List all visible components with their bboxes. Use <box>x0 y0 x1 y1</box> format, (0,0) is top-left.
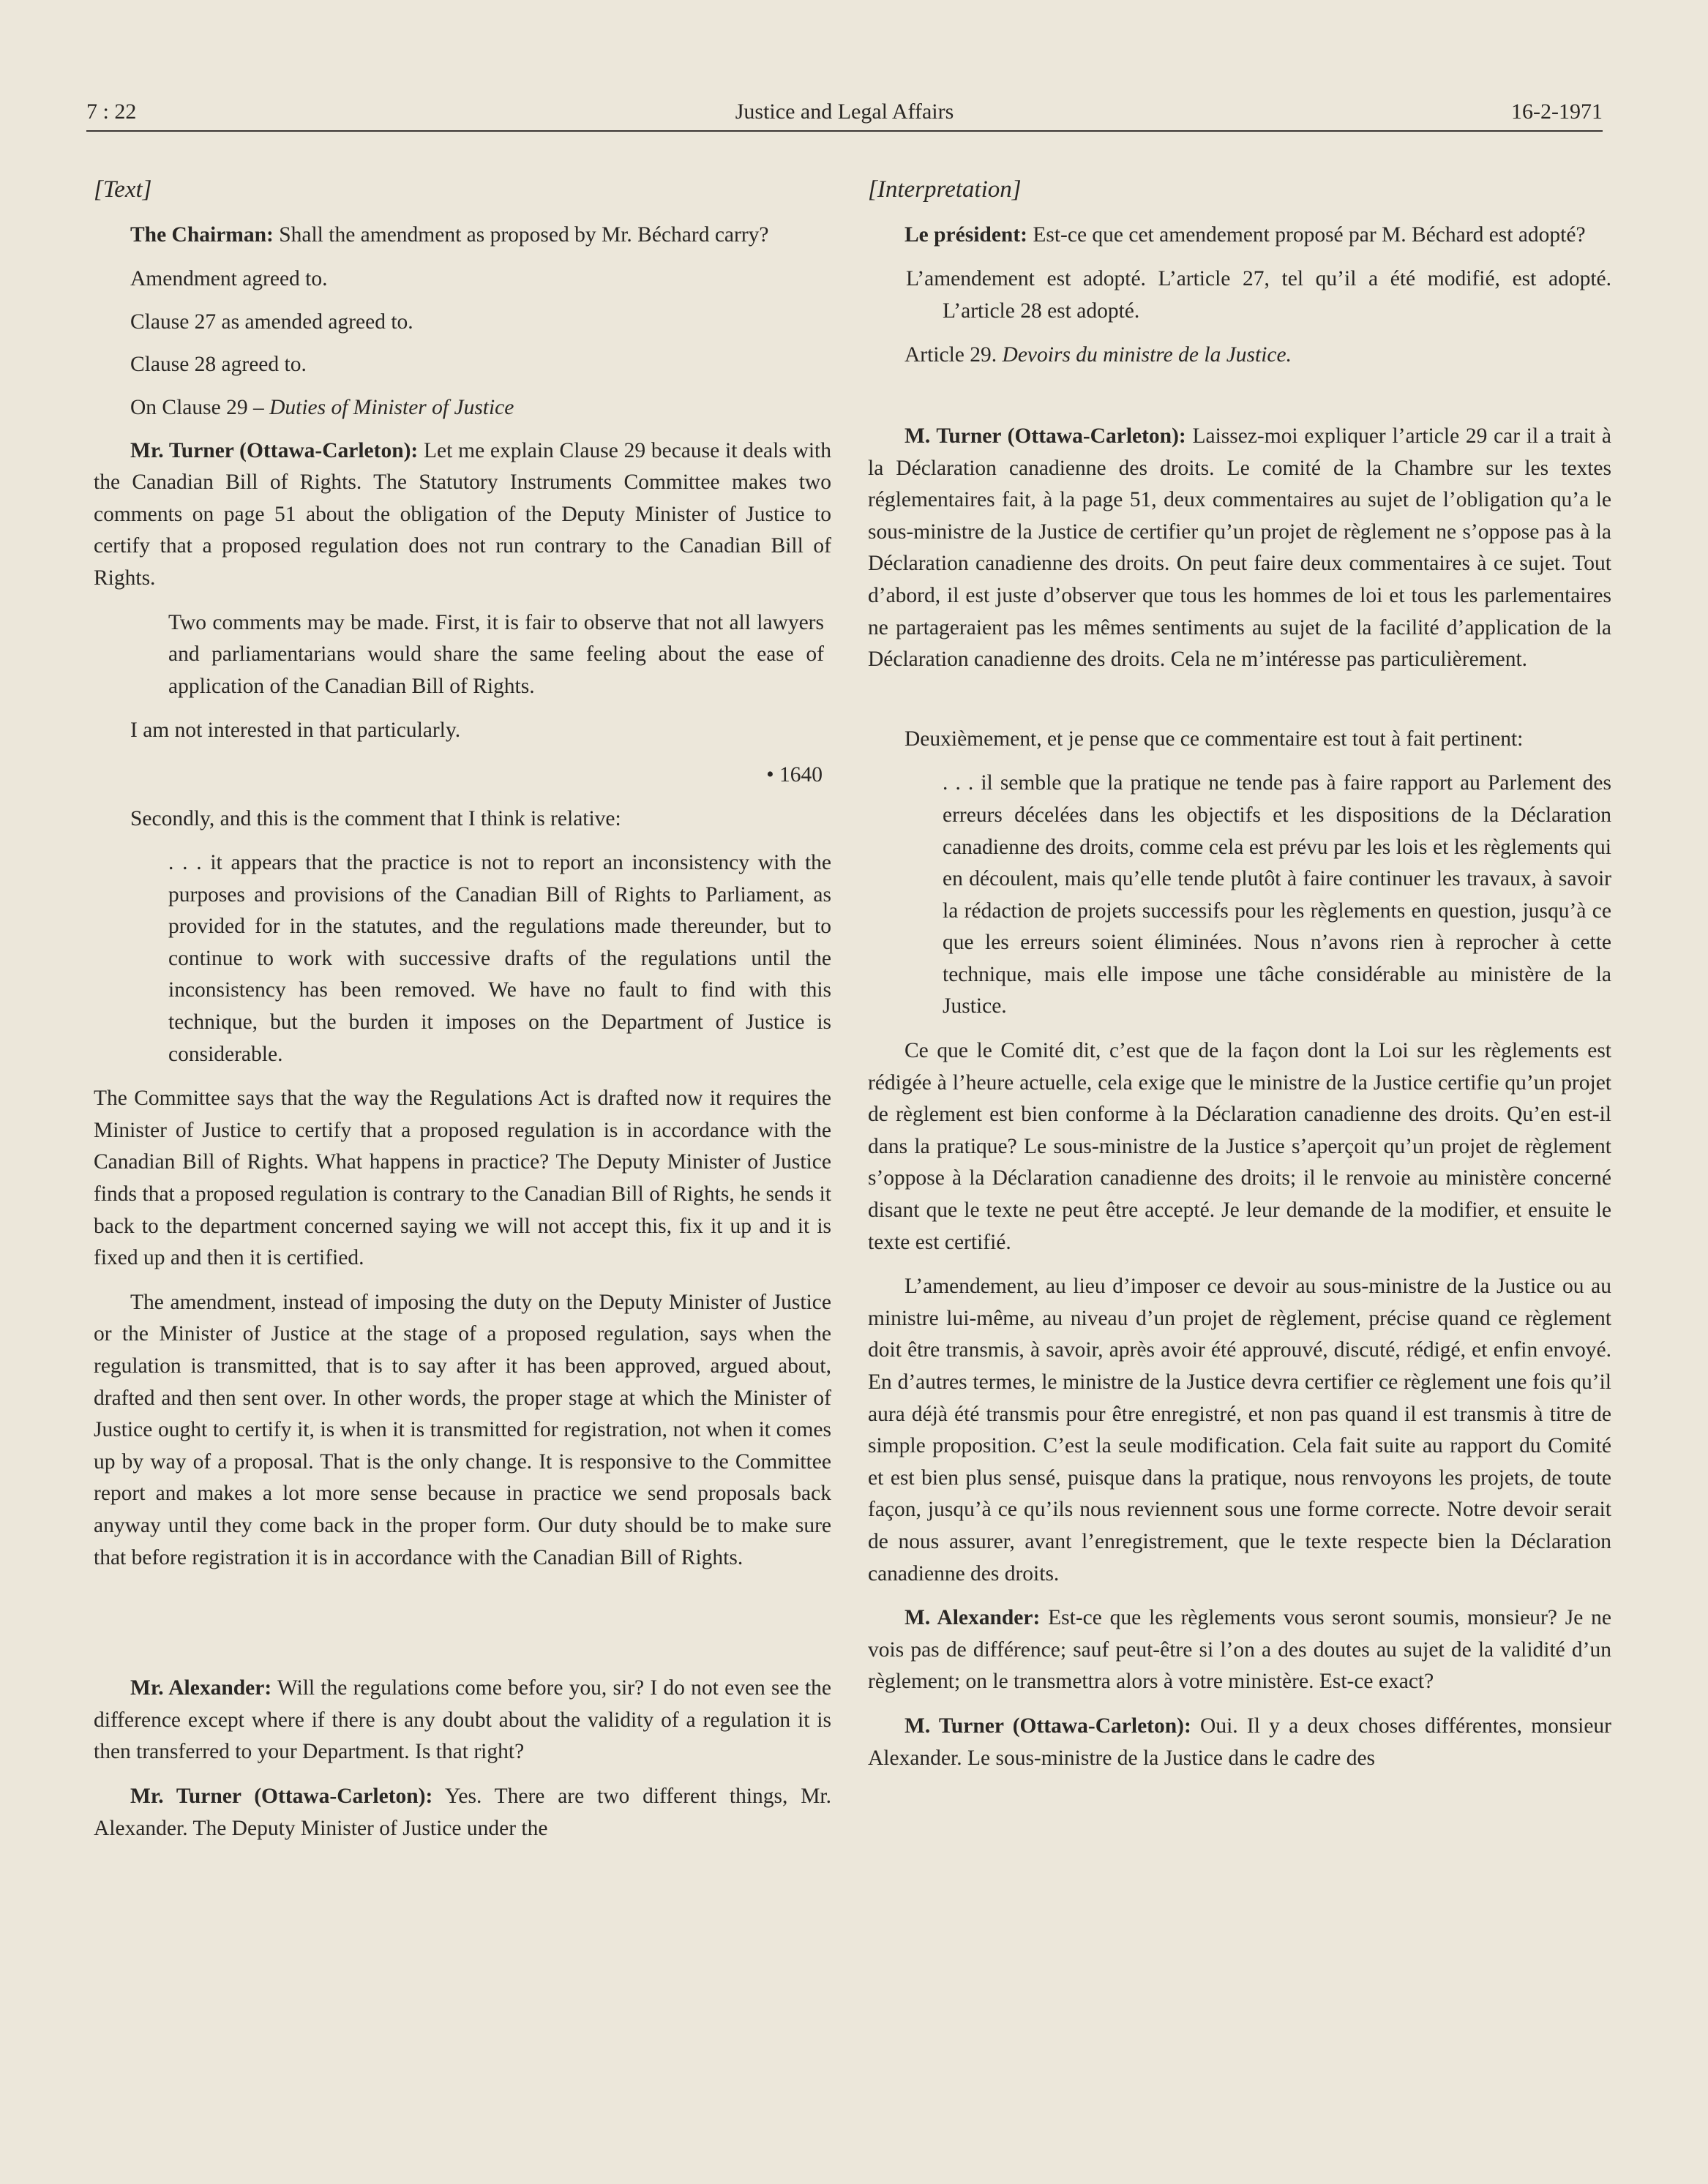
english-column <box>94 174 831 1857</box>
clause-prefix: On Clause 29 – <box>130 395 270 419</box>
journal-title: Justice and Legal Affairs <box>735 100 954 124</box>
proceeding-line: Amendment agreed to. <box>130 267 328 291</box>
spacer <box>868 688 1611 724</box>
paragraph: Ce que le Comité dit, c’est que de la façon dont la Loi sur les règlements est rédigée à l’heure actuelle, cela exige que le ministre de la Justice certifie qu’un projet de règlement est bien conforme à la Déclaration canadienne des droits. Qu’en est-il dans la pratique? Le sous-ministre de la Justice s’aperçoit qu’un projet de règlement s’oppose à la Déclaration canadienne des droits; il le renvoie au ministère concerné disant que le texte ne peut être accepté. Je leur demande de la modifier, et ensuite le texte est certifié. <box>868 1039 1611 1254</box>
turner-statement <box>868 421 1611 676</box>
speaker-name: M. Alexander: <box>904 1606 1041 1630</box>
statement-text: Est-ce que cet amendement proposé par M. Béchard est adopté? <box>1027 222 1586 247</box>
speaker-name: Mr. Turner (Ottawa-Carleton): <box>130 438 419 462</box>
quotation-block: . . . it appears that the practice is not to report an inconsistency with the purposes and provisions of the Canadian Bill of Rights to Parliament, as provided for in the statutes, and the regulations made thereunder, but to continue to work with successive drafts of the regulations until the inconsistency has been removed. We have no fault to find with this technique, but the burden it imposes on the Department of Justice is considerable. <box>168 851 831 1066</box>
section-label-interpretation: [Interpretation] <box>868 176 1022 203</box>
paragraph: Secondly, and this is the comment that I think is relative: <box>130 806 621 830</box>
speaker-name: M. Turner (Ottawa-Carleton): <box>904 424 1186 448</box>
spacer <box>94 1586 831 1673</box>
statement-text: Shall the amendment as proposed by Mr. Béchard carry? <box>273 222 769 247</box>
turner-reply <box>868 1711 1611 1774</box>
paragraph: Deuxièmement, et je pense que ce commentaire est tout à fait pertinent: <box>904 727 1524 751</box>
clause-title: Duties of Minister of Justice <box>269 395 514 419</box>
proceeding-line: Clause 28 agreed to. <box>130 353 307 377</box>
clause-prefix: Article 29. <box>904 343 1003 367</box>
paragraph: The amendment, instead of imposing the duty on the Deputy Minister of Justice or the Minister of Justice at the stage of a proposed regulation, says when the regulation is transmitted, that is to say after it has been approved, argued about, drafted and then sent over. In other words, the proper stage at which the Minister of Justice ought to certify it, is when it is transmitted for registration, not when it comes up by way of a proposal. That is the only change. It is responsive to the Committee report and makes a lot more sense because in practice we send proposals back anyway until they come back in the proper form. Our duty should be to make sure that before registration it is in accordance with the Canadian Bill of Rights. <box>94 1290 831 1569</box>
speaker-name: M. Turner (Ottawa-Carleton): <box>904 1714 1191 1738</box>
speaker-name: Mr. Turner (Ottawa-Carleton): <box>130 1784 433 1808</box>
alexander-question <box>94 1673 831 1768</box>
running-header <box>86 94 1603 132</box>
indented-paragraph: Two comments may be made. First, it is fair to observe that not all lawyers and parliamentarians would share the same feeling about the ease of application of the Canadian Bill of Rights. <box>168 610 824 698</box>
quotation-block: . . . il semble que la pratique ne tende pas à faire rapport au Parlement des erreurs décelées dans les objectifs et les dispositions de la Déclaration canadienne des droits, comme cela est prévu par les lois et les règlements qui en découlent, mais qu’elle tende plutôt à faire continuer les travaux, à savoir la rédaction de projets successifs pour les règlements en question, jusqu’à ce que les erreurs soient éliminées. Nous n’avons rien à reprocher à cette technique, mais elle impose une tâche considérable au ministère de la Justice. <box>943 771 1611 1018</box>
clause-heading <box>94 392 831 424</box>
turner-reply <box>94 1781 831 1845</box>
statement-text: Est-ce que les règlements vous seront soumis, monsieur? Je ne vois pas de différence; sauf peut-être si l’on a des doutes au sujet de la validité d’un règlement; on le transmettra alors à votre ministère. Est-ce exact? <box>868 1606 1611 1694</box>
paragraph: I am not interested in that particularly. <box>130 718 461 743</box>
french-column <box>868 174 1611 1787</box>
alexander-question <box>868 1602 1611 1698</box>
header-date: 16-2-1971 <box>1511 100 1603 124</box>
turner-statement <box>94 435 831 595</box>
proceeding-line: Clause 27 as amended agreed to. <box>130 309 413 334</box>
section-label-text: [Text] <box>94 176 152 203</box>
statement-text: Will the regulations come before you, sir? I do not even see the difference except where if there is any doubt about the validity of a regulation it is then transferred to your Department. Is that right? <box>94 1676 831 1764</box>
chairman-statement <box>94 219 831 252</box>
timestamp: • 1640 <box>766 762 823 787</box>
clause-heading <box>868 339 1611 372</box>
speaker-name: Mr. Alexander: <box>130 1676 272 1700</box>
spacer <box>868 383 1611 421</box>
paragraph: The Committee says that the way the Regulations Act is drafted now it requires the Minister of Justice to certify that a proposed regulation is in accordance with the Canadian Bill of Rights. What happens in practice? The Deputy Minister of Justice finds that a proposed regulation is contrary to the Canadian Bill of Rights, he sends it back to the department concerned saying we will not accept this, fix it up and it is fixed up and then it is certified. <box>94 1087 831 1270</box>
statement-text: Laissez-moi expliquer l’article 29 car il a trait à la Déclaration canadienne des droits. Le comité de la Chambre sur les textes réglementaires fait, à la page 51, deux commentaires au sujet de l’obligation qu’a le sous-ministre de la Justice de certifier qu’un projet de règlement ne s’oppose pas à la Déclaration canadienne des droits. On peut faire deux commentaires à ce sujet. Tout d’abord, il est juste d’observer que tous les hommes de loi et tous les parlementaires ne partageraient pas les mêmes sentiments au sujet de la facilité d’application de la Déclaration canadienne des droits. Cela ne m’intéresse pas particulièrement. <box>868 424 1611 672</box>
statement-text: Yes. There are two different things, Mr. Alexander. The Deputy Minister of Justice under the <box>94 1784 831 1840</box>
paragraph: L’amendement, au lieu d’imposer ce devoir au sous-ministre de la Justice ou au ministre lui-même, au niveau d’un projet de règlement, précise quand ce règlement doit être transmis, à savoir, après avoir été approuvé, discuté, rédigé, et enfin envoyé. En d’autres termes, le ministre de la Justice devra certifier ce règlement une fois qu’il aura déjà été transmis pour être enregistré, et non pas quand il est transmis à titre de simple proposition. C’est la seule modification. Cela fait suite au rapport du Comité et est bien plus sensé, puisque dans la pratique, nous renvoyons les projets, de toute façon, jusqu’à ce qu’ils nous reviennent sous une forme correcte. Notre devoir serait de nous assurer, avant l’enregistrement, que le texte respecte bien la Déclaration canadienne des droits. <box>868 1275 1611 1586</box>
president-statement <box>868 219 1611 252</box>
speaker-name: Le président: <box>904 222 1027 247</box>
statement-text: Let me explain Clause 29 because it deals with the Canadian Bill of Rights. The Statutory Instruments Committee makes two comments on page 51 about the obligation of the Deputy Minister of Justice to certify that a proposed regulation does not run contrary to the Canadian Bill of Rights. <box>94 438 831 590</box>
page-number: 7 : 22 <box>86 100 137 124</box>
clause-title: Devoirs du ministre de la Justice. <box>1002 343 1292 367</box>
speaker-name: The Chairman: <box>130 222 274 247</box>
proceeding-line: L’amendement est adopté. L’article 27, tel qu’il a été modifié, est adopté. L’article 28 est adopté. <box>906 267 1611 323</box>
statement-text: Oui. Il y a deux choses différentes, monsieur Alexander. Le sous-ministre de la Justice dans le cadre des <box>868 1714 1611 1770</box>
